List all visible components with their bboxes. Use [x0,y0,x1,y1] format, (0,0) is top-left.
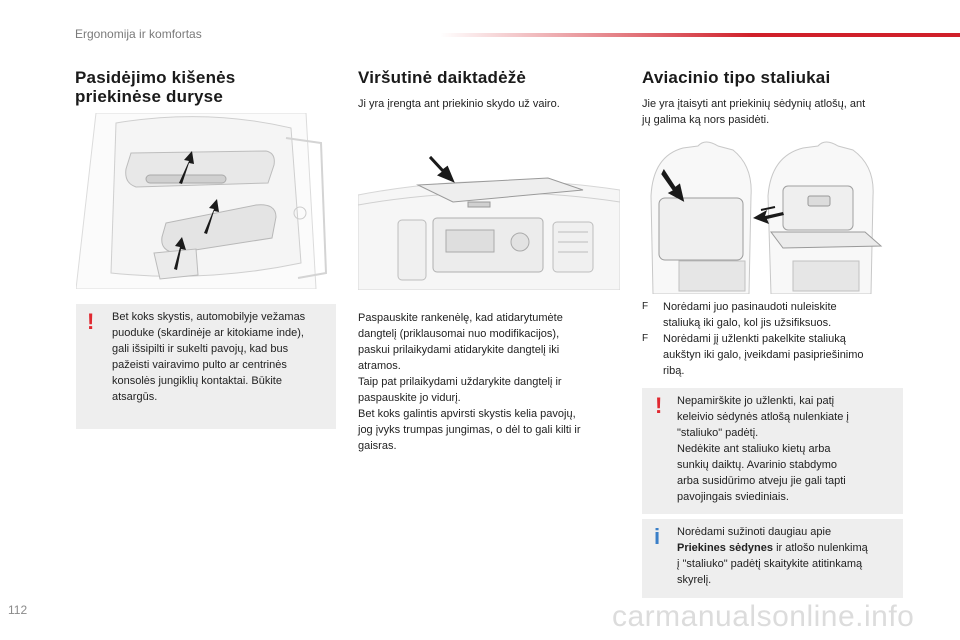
page-number: 112 [8,603,28,617]
exclamation-icon: ! [655,393,663,418]
glovebox-instructions: Paspauskite rankenėlę, kad atidarytumėte dangtelį (priklausomai nuo modifikacijos), paskui prilaikydami atidarykite dangtelį iki atramos. Taip pat prilaikydami uždarykite dangtelį ir paspauskite jo vidurį. Bet koks galintis apvirsti skystis kelia pavojų, jog įvyks trumpas jungimas, o dėl to gali kilti ir gaisras. [358,312,581,452]
bullet-item: F Norėdami juo pasinaudoti nuleiskite staliuką iki galo, kol jis užsifiksuos. [642,301,837,329]
glovebox-illustration [358,150,620,290]
info-box [642,519,903,598]
warning-text: Bet koks skystis, automobilyje vežamas puoduke (skardinėje ar kitokiame inde), gali išsipilti ir sukelti pavojų, kad bus pažeisti vairavimo pulto ar centrinės konsolės jungiklių kontaktai. Būkite atsargūs. [112,311,306,403]
glovebox-intro: Ji yra įrengta ant priekinio skydo už vairo. [358,98,560,110]
door-pockets-title [75,68,235,106]
bullet-item: F Norėdami jį užlenkti pakelkite staliuką aukštyn iki galo, įveikdami pasipriešinimo ribą. [642,333,864,377]
exclamation-icon: ! [87,309,95,334]
info-icon: i [654,524,661,549]
info-text: Norėdami sužinoti daugiau apie Priekines sėdynes ir atlošo nulenkimą į "staliuko" padėtį skaitykite atitinkamą skyrelį. [677,526,868,586]
arrow-bullet-icon: F [642,333,649,344]
arrow-bullet-icon: F [642,301,649,312]
tables-intro: Jie yra įtaisyti ant priekinių sėdynių atlošų, ant jų galima ką nors pasidėti. [642,98,866,126]
warning-box [642,388,903,514]
upper-glovebox-title: Viršutinė daiktadėžė [358,68,527,87]
section-title: Ergonomija ir komfortas [75,27,202,41]
warning-text: Nepamirškite jo užlenkti, kai patį keleivio sėdynės atlošą nulenkiate į "staliuko" padėtį. Nedėkite ant staliuko kietų arba sunkių daiktų. Avarinio stabdymo arba susidūrimo atveju jie gali tapti pavojingais sviediniais. [677,395,849,503]
watermark: carmanualsonline.info [612,600,915,633]
title-line: priekinėse duryse [75,87,223,106]
title-line: Pasidėjimo kišenės [75,68,236,87]
airline-tables-title: Aviacinio tipo staliukai [642,68,831,87]
header-accent-bar [440,33,960,37]
seatback-table-illustration [643,136,898,294]
warning-box [76,304,336,429]
door-pocket-illustration [76,113,336,289]
seat-reference: Priekines sėdynes [677,542,774,554]
